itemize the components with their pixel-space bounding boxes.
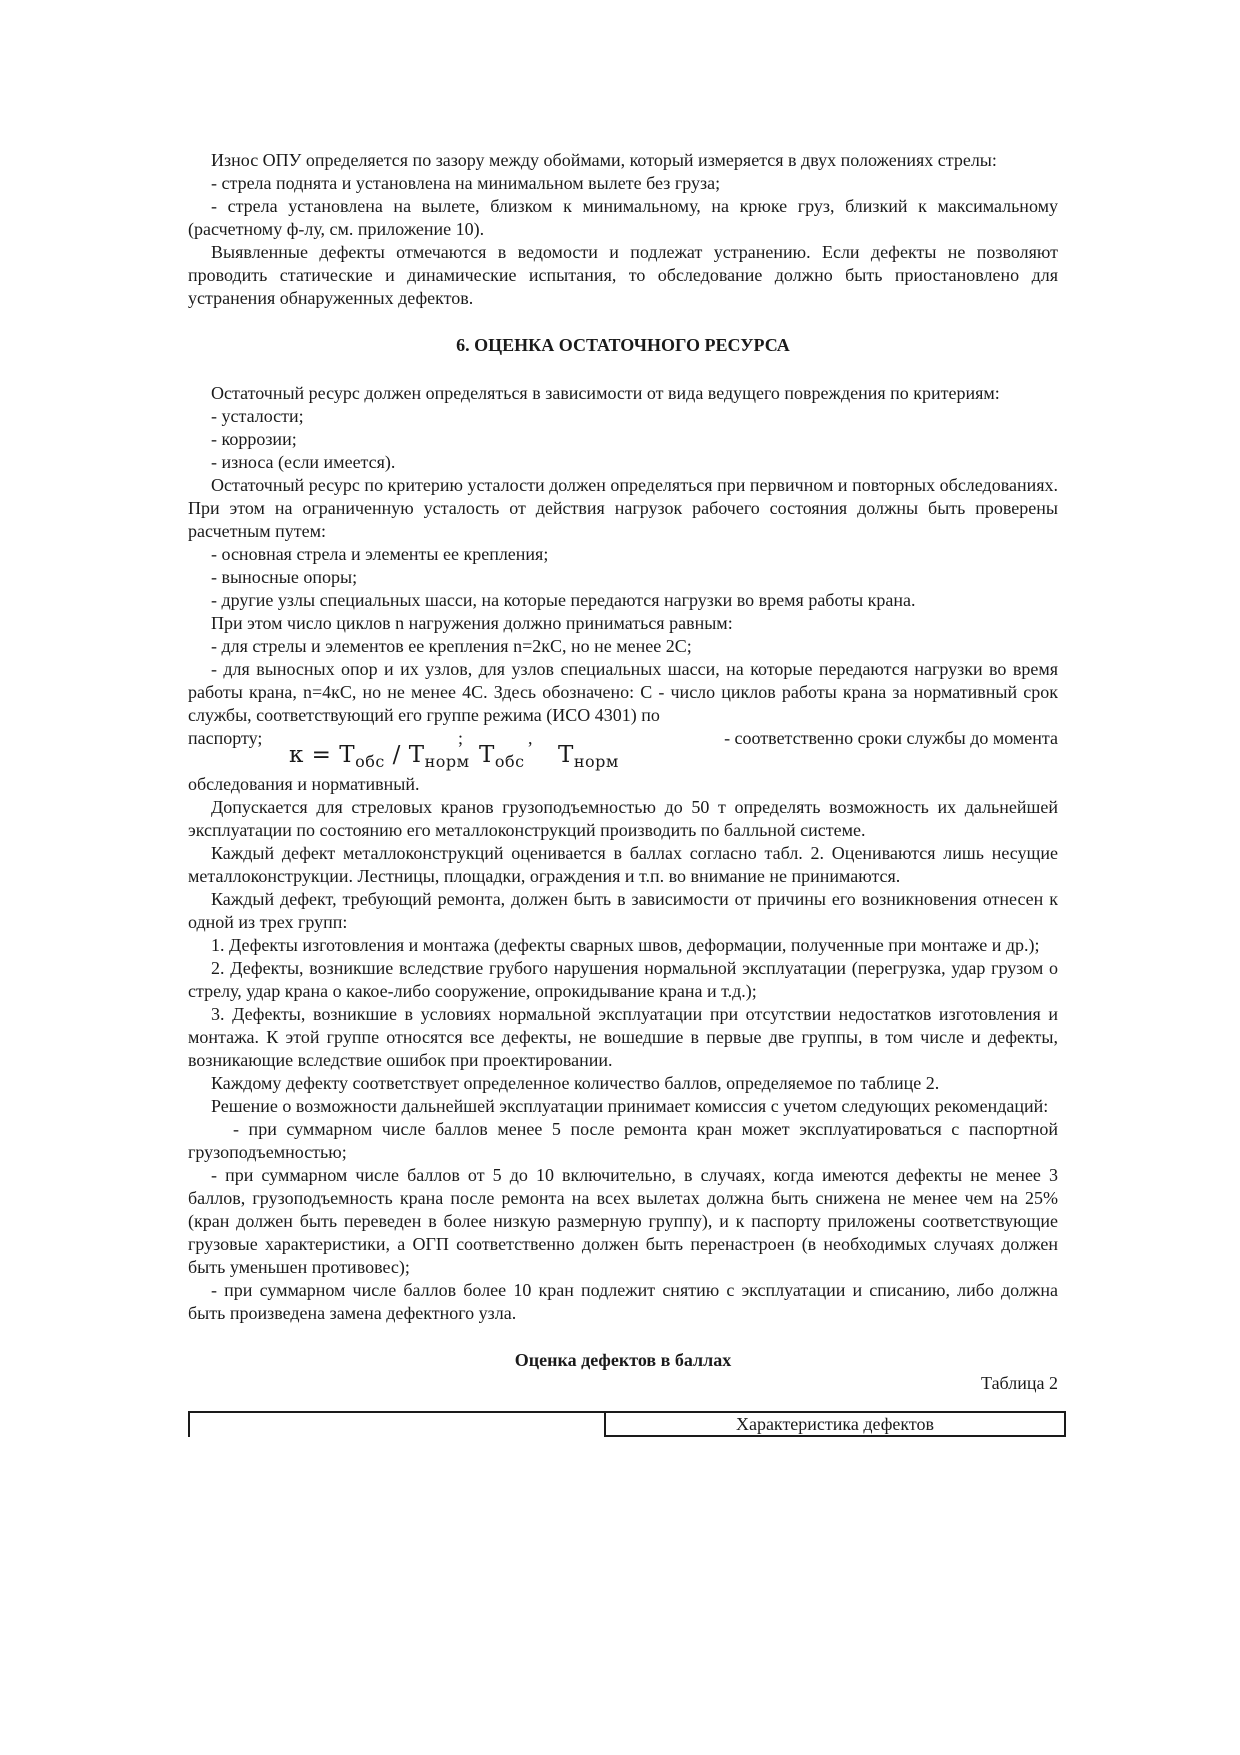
- paragraph: Выявленные дефекты отмечаются в ведомости и подлежат устранению. Если дефекты не позволяют проводить статические и динамические испытания, то обследование должно быть приостановлено для устранения обнаруженных дефектов.: [188, 242, 1058, 308]
- list-item: 1. Дефекты изготовления и монтажа (дефекты сварных швов, деформации, полученные при монтаже и др.);: [211, 935, 1040, 955]
- list-item: - другие узлы специальных шасси, на которые передаются нагрузки во время работы крана.: [211, 590, 916, 610]
- list-item: - для выносных опор и их узлов, для узлов специальных шасси, на которые передаются нагрузки во время работы крана, n=4кC, но не менее 4C. Здесь обозначено: C - число циклов работы крана за нормативный срок службы, соответствующий его группе режима (ИСО 4301) по: [188, 659, 1058, 725]
- paragraph: - стрела поднята и установлена на минимальном вылете без груза;: [211, 173, 721, 193]
- list-item: - при суммарном числе баллов от 5 до 10 включительно, в случаях, когда имеются дефекты не менее 3 баллов, грузоподъемность крана после ремонта на всех вылетах должна быть снижена не менее чем на 25% (кран должен быть переведен в более низкую размерную группу), и к паспорту приложены соответствующие грузовые характеристики, а ОГП соответственно должен быть перенастроен (в необходимых случаях должен быть уменьшен противовес);: [188, 1165, 1058, 1277]
- formula-line: [188, 727, 1058, 773]
- formula-tail: - соответственно сроки службы до момента: [724, 728, 1058, 748]
- list-item: - выносные опоры;: [211, 567, 358, 587]
- list-item: - износа (если имеется).: [211, 452, 396, 472]
- list-item: - при суммарном числе баллов более 10 кран подлежит снятию с эксплуатации и списанию, либо должна быть произведена замена дефектного узла.: [188, 1280, 1058, 1323]
- list-item: 3. Дефекты, возникшие в условиях нормальной эксплуатации при отсутствии недостатков изготовления и монтажа. К этой группе относятся все дефекты, не вошедшие в первые две группы, в том числе и дефекты, возникающие вследствие ошибок при проектировании.: [188, 1004, 1058, 1070]
- list-item: - усталости;: [211, 406, 304, 426]
- paragraph: Решение о возможности дальнейшей эксплуатации принимает комиссия с учетом следующих рекомендаций:: [211, 1096, 1049, 1116]
- paragraph: Каждому дефекту соответствует определенное количество баллов, определяемое по таблице 2.: [211, 1073, 940, 1093]
- list-item: - основная стрела и элементы ее крепления;: [211, 544, 549, 564]
- table-header-cell: Характеристика дефектов: [606, 1413, 1066, 1437]
- formula-t-norm: $T_{норм}$: [558, 742, 619, 771]
- list-item: - при суммарном числе баллов менее 5 после ремонта кран может эксплуатироваться с паспортной грузоподъемностью;: [188, 1119, 1058, 1162]
- paragraph: Каждый дефект, требующий ремонта, должен быть в зависимости от причины его возникновения отнесен к одной из трех групп:: [188, 889, 1058, 932]
- table-header-cell: [188, 1413, 606, 1437]
- formula-lead: паспорту;: [188, 728, 263, 748]
- formula-separator: ;: [458, 728, 464, 748]
- table-label: Таблица 2: [981, 1373, 1058, 1393]
- paragraph: Допускается для стреловых кранов грузоподъемностью до 50 т определять возможность их дальнейшей эксплуатации по состоянию его металлоконструкций производить по балльной системе.: [188, 797, 1058, 840]
- formula-k: $к = T_{обс} / T_{норм}$: [289, 742, 470, 771]
- paragraph: При этом число циклов n нагружения должно приниматься равным:: [211, 613, 733, 633]
- formula-separator: ,: [528, 728, 533, 748]
- paragraph: Остаточный ресурс должен определяться в зависимости от вида ведущего повреждения по критериям:: [211, 383, 1000, 403]
- paragraph: Износ ОПУ определяется по зазору между обоймами, который измеряется в двух положениях стрелы:: [211, 150, 997, 170]
- formula-t-obs: $T_{обс}$: [479, 742, 525, 771]
- list-item: - коррозии;: [211, 429, 297, 449]
- table-title: Оценка дефектов в баллах: [514, 1350, 732, 1370]
- paragraph: обследования и нормативный.: [188, 774, 420, 794]
- section-title: 6. ОЦЕНКА ОСТАТОЧНОГО РЕСУРСА: [456, 335, 790, 355]
- paragraph: Остаточный ресурс по критерию усталости должен определяться при первичном и повторных обследованиях. При этом на ограниченную усталость от действия нагрузок рабочего состояния должны быть проверены расчетным путем:: [188, 475, 1058, 541]
- document-page: [188, 149, 1058, 1437]
- defects-table: [188, 1411, 1066, 1437]
- list-item: - для стрелы и элементов ее крепления n=2кC, но не менее 2C;: [211, 636, 692, 656]
- paragraph: - стрела установлена на вылете, близком к минимальному, на крюке груз, близкий к максимальному (расчетному ф-лу, см. приложение 10).: [188, 196, 1058, 239]
- paragraph: Каждый дефект металлоконструкций оценивается в баллах согласно табл. 2. Оцениваются лишь несущие металлоконструкции. Лестницы, площадки, ограждения и т.п. во внимание не принимаются.: [188, 843, 1058, 886]
- list-item: 2. Дефекты, возникшие вследствие грубого нарушения нормальной эксплуатации (перегрузка, удар грузом о стрелу, удар крана о какое-либо сооружение, опрокидывание крана и т.д.);: [188, 958, 1058, 1001]
